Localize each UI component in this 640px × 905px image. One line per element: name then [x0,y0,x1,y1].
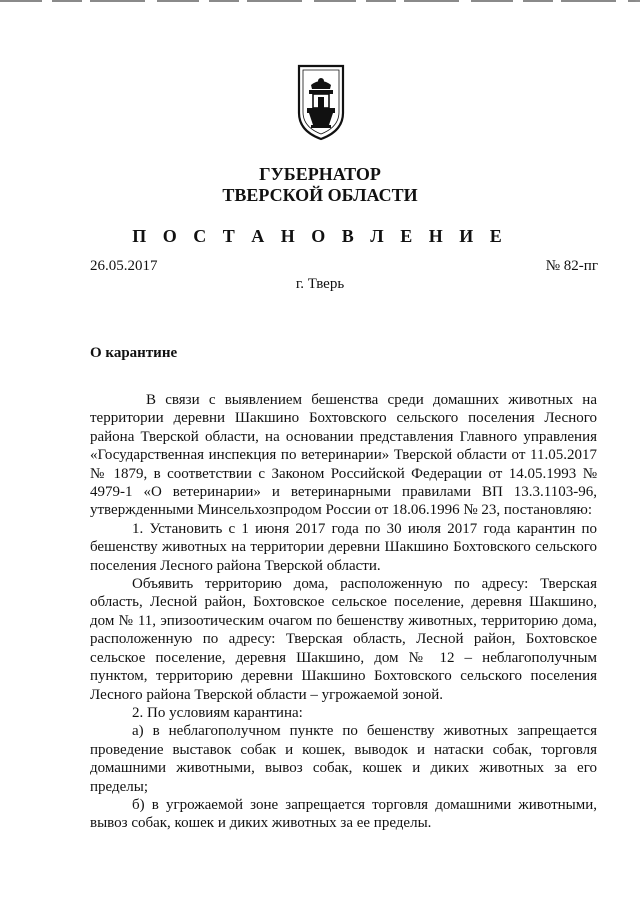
body-paragraph: 1. Установить с 1 июня 2017 года по 30 июля 2017 года карантин по бешенству животных на территории деревни Шакшино Бохтовского сельского поселения Лесного района Тверской области. [90,520,597,574]
document-type: П О С Т А Н О В Л Е Н И Е [132,226,508,246]
body-paragraph: 2. По условиям карантина: [132,704,303,721]
body-paragraph: Объявить территорию дома, расположенную по адресу: Тверская область, Лесной район, Бохтовское сельское поселение, деревня Шакшино, дом № 11, эпизоотическим очагом по бешенству животных, территорию дома, расположенную по адресу: Тверская область, Лесной район, Бохтовское сельское поселение, деревня Шакшино, дом № 12 – неблагополучным пунктом, территорию деревни Шакшино Бохтовского сельского поселения Лесного района Тверской области – угрожаемой зоной. [90,576,597,703]
body-paragraph: а) в неблагополучном пункте по бешенству животных запрещается проведение выставок собак и кошек, выводок и натаски собак, торговля домашними животными, вывоз собак, кошек и диких животных за его пределы; [90,723,597,795]
tver-coat-of-arms-icon [295,63,347,141]
body-paragraph: б) в угрожаемой зоне запрещается торговля домашними животными, вывоз собак, кошек и диких животных за ее пределы. [90,796,597,832]
header-title-line1: ГУБЕРНАТОР [259,164,381,184]
document-number: № 82-пг [545,258,598,274]
header-title-line2: ТВЕРСКОЙ ОБЛАСТИ [222,185,418,205]
document-body [90,391,597,833]
top-border-line [0,0,640,6]
document-city: г. Тверь [295,276,345,292]
body-paragraph: В связи с выявлением бешенства среди домашних животных на территории деревни Шакшино Бохтовского сельского поселения Лесного района Тверской области, на основании представления Главного управления «Государственная инспекция по ветеринарии» Тверской области от 11.05.2017 № 1879, в соответствии с Законом Российской Федерации от 14.05.1993 № 4979-1 «О ветеринарии» и ветеринарными правилами ВП 13.3.1103-96, утвержденными Минсельхозпродом России от 18.06.1996 № 23, постановляю: [90,392,597,519]
document-subject: О карантине [90,345,178,361]
document-date: 26.05.2017 [90,258,158,274]
